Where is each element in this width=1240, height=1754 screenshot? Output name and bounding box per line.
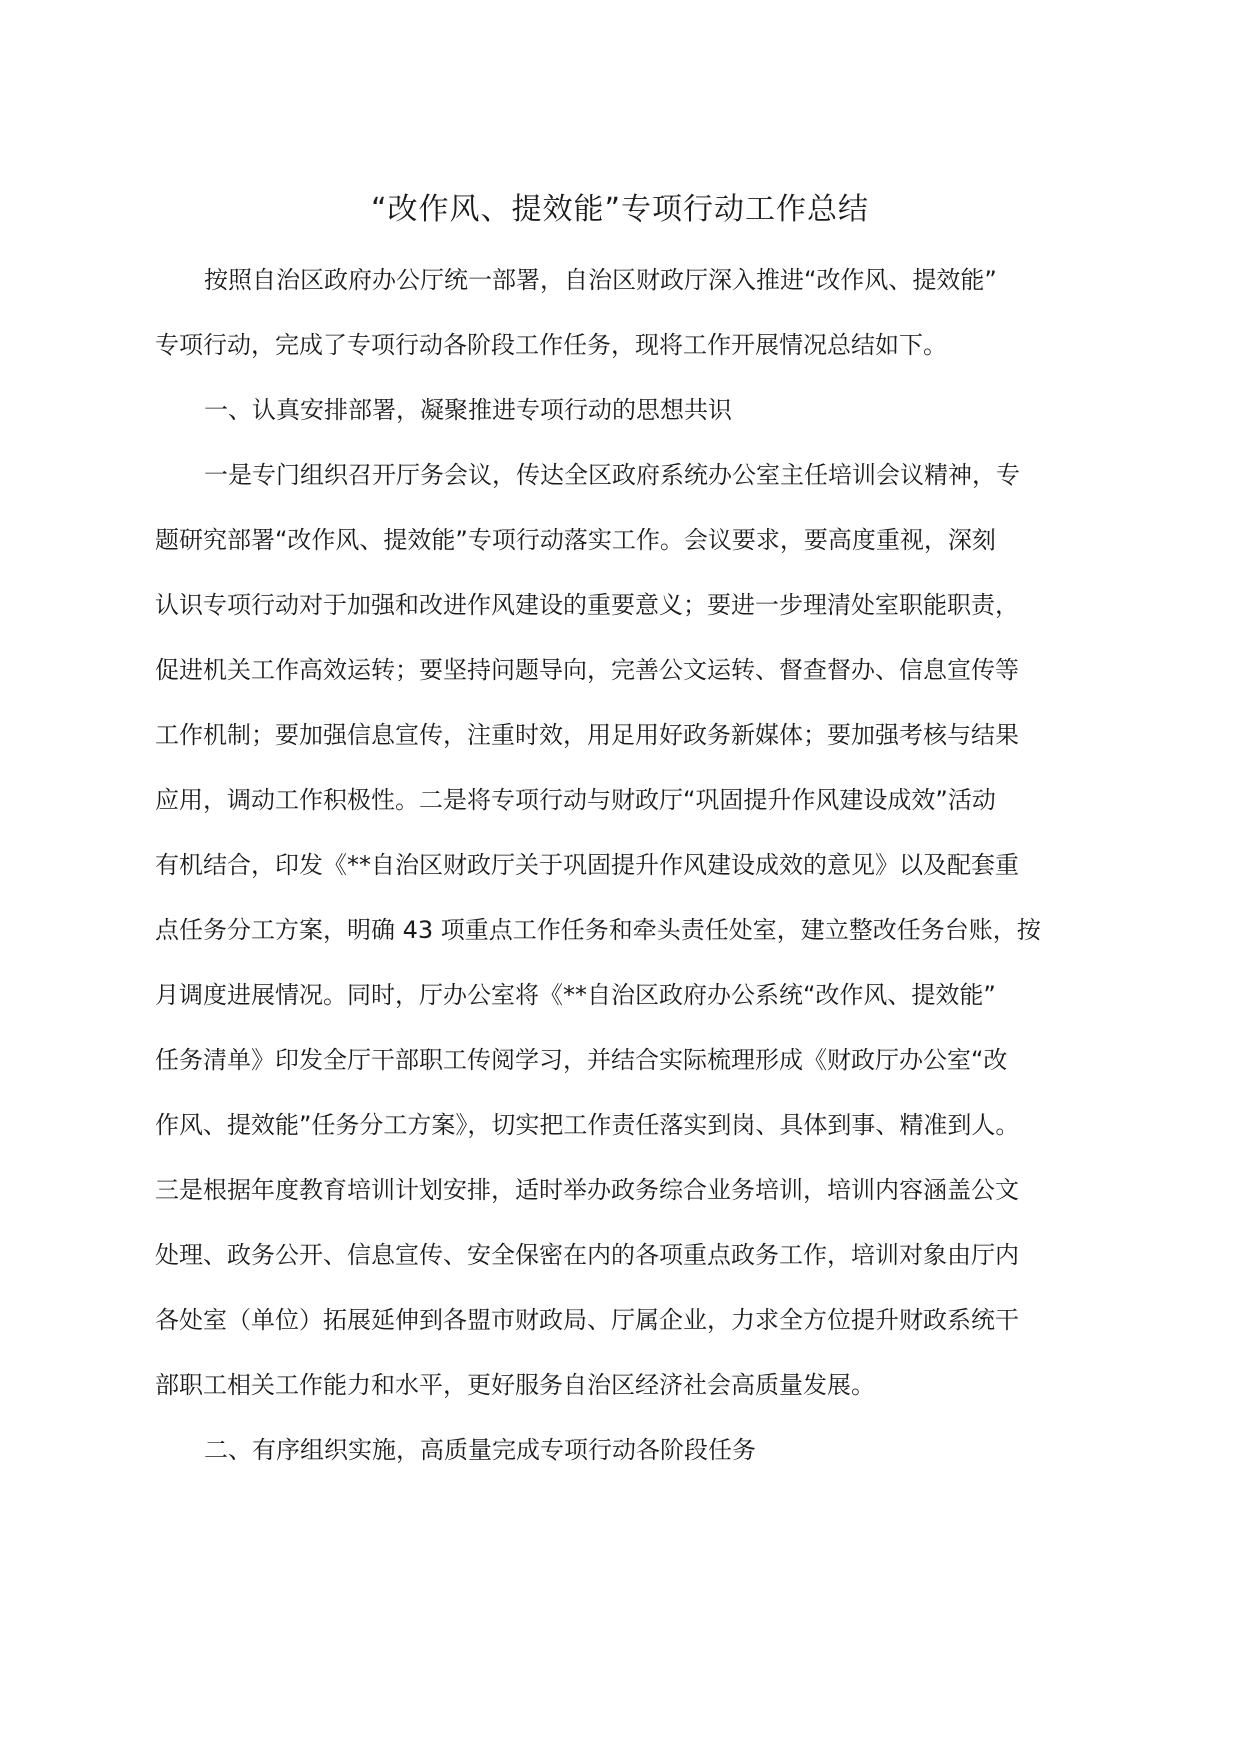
paragraph-line: 点任务分工方案，明确 43 项重点工作任务和牵头责任处室，建立整改任务台账，按 <box>155 916 1041 944</box>
paragraph-line: 作风、提效能”任务分工方案》，切实把工作责任落实到岗、具体到事、精准到人。 <box>155 1111 1020 1139</box>
paragraph-line: 专项行动，完成了专项行动各阶段工作任务，现将工作开展情况总结如下。 <box>155 331 947 359</box>
paragraph-line: 认识专项行动对于加强和改进作风建设的重要意义；要进一步理清处室职能职责， <box>155 591 1019 619</box>
paragraph-line: 一是专门组织召开厅务会议，传达全区政府系统办公室主任培训会议精神，专 <box>204 461 1020 489</box>
section-heading: 二、有序组织实施，高质量完成专项行动各阶段任务 <box>204 1436 756 1464</box>
paragraph-line: 题研究部署“改作风、提效能”专项行动落实工作。会议要求，要高度重视，深刻 <box>155 526 996 554</box>
section-heading: 一、认真安排部署，凝聚推进专项行动的思想共识 <box>204 396 732 424</box>
paragraph-line: 按照自治区政府办公厅统一部署，自治区财政厅深入推进“改作风、提效能” <box>204 266 997 294</box>
document-title: “改作风、提效能”专项行动工作总结 <box>370 192 870 227</box>
paragraph-line: 工作机制；要加强信息宣传，注重时效，用足用好政务新媒体；要加强考核与结果 <box>155 721 1019 749</box>
paragraph-line: 任务清单》印发全厅干部职工传阅学习，并结合实际梳理形成《财政厅办公室“改 <box>155 1046 1008 1074</box>
paragraph-line: 促进机关工作高效运转；要坚持问题导向，完善公文运转、督查督办、信息宣传等 <box>155 656 1019 684</box>
paragraph-line: 各处室（单位）拓展延伸到各盟市财政局、厅属企业，力求全方位提升财政系统干 <box>155 1306 1019 1334</box>
paragraph-line: 应用，调动工作积极性。二是将专项行动与财政厅“巩固提升作风建设成效”活动 <box>155 786 996 814</box>
paragraph-line: 部职工相关工作能力和水平，更好服务自治区经济社会高质量发展。 <box>155 1371 875 1399</box>
paragraph-line: 月调度进展情况。同时，厅办公室将《**自治区政府办公系统“改作风、提效能” <box>155 981 996 1009</box>
paragraph-line: 三是根据年度教育培训计划安排，适时举办政务综合业务培训，培训内容涵盖公文 <box>155 1176 1019 1204</box>
paragraph-line: 有机结合，印发《**自治区财政厅关于巩固提升作风建设成效的意见》以及配套重 <box>155 851 1019 879</box>
paragraph-line: 处理、政务公开、信息宣传、安全保密在内的各项重点政务工作，培训对象由厅内 <box>155 1241 1019 1269</box>
